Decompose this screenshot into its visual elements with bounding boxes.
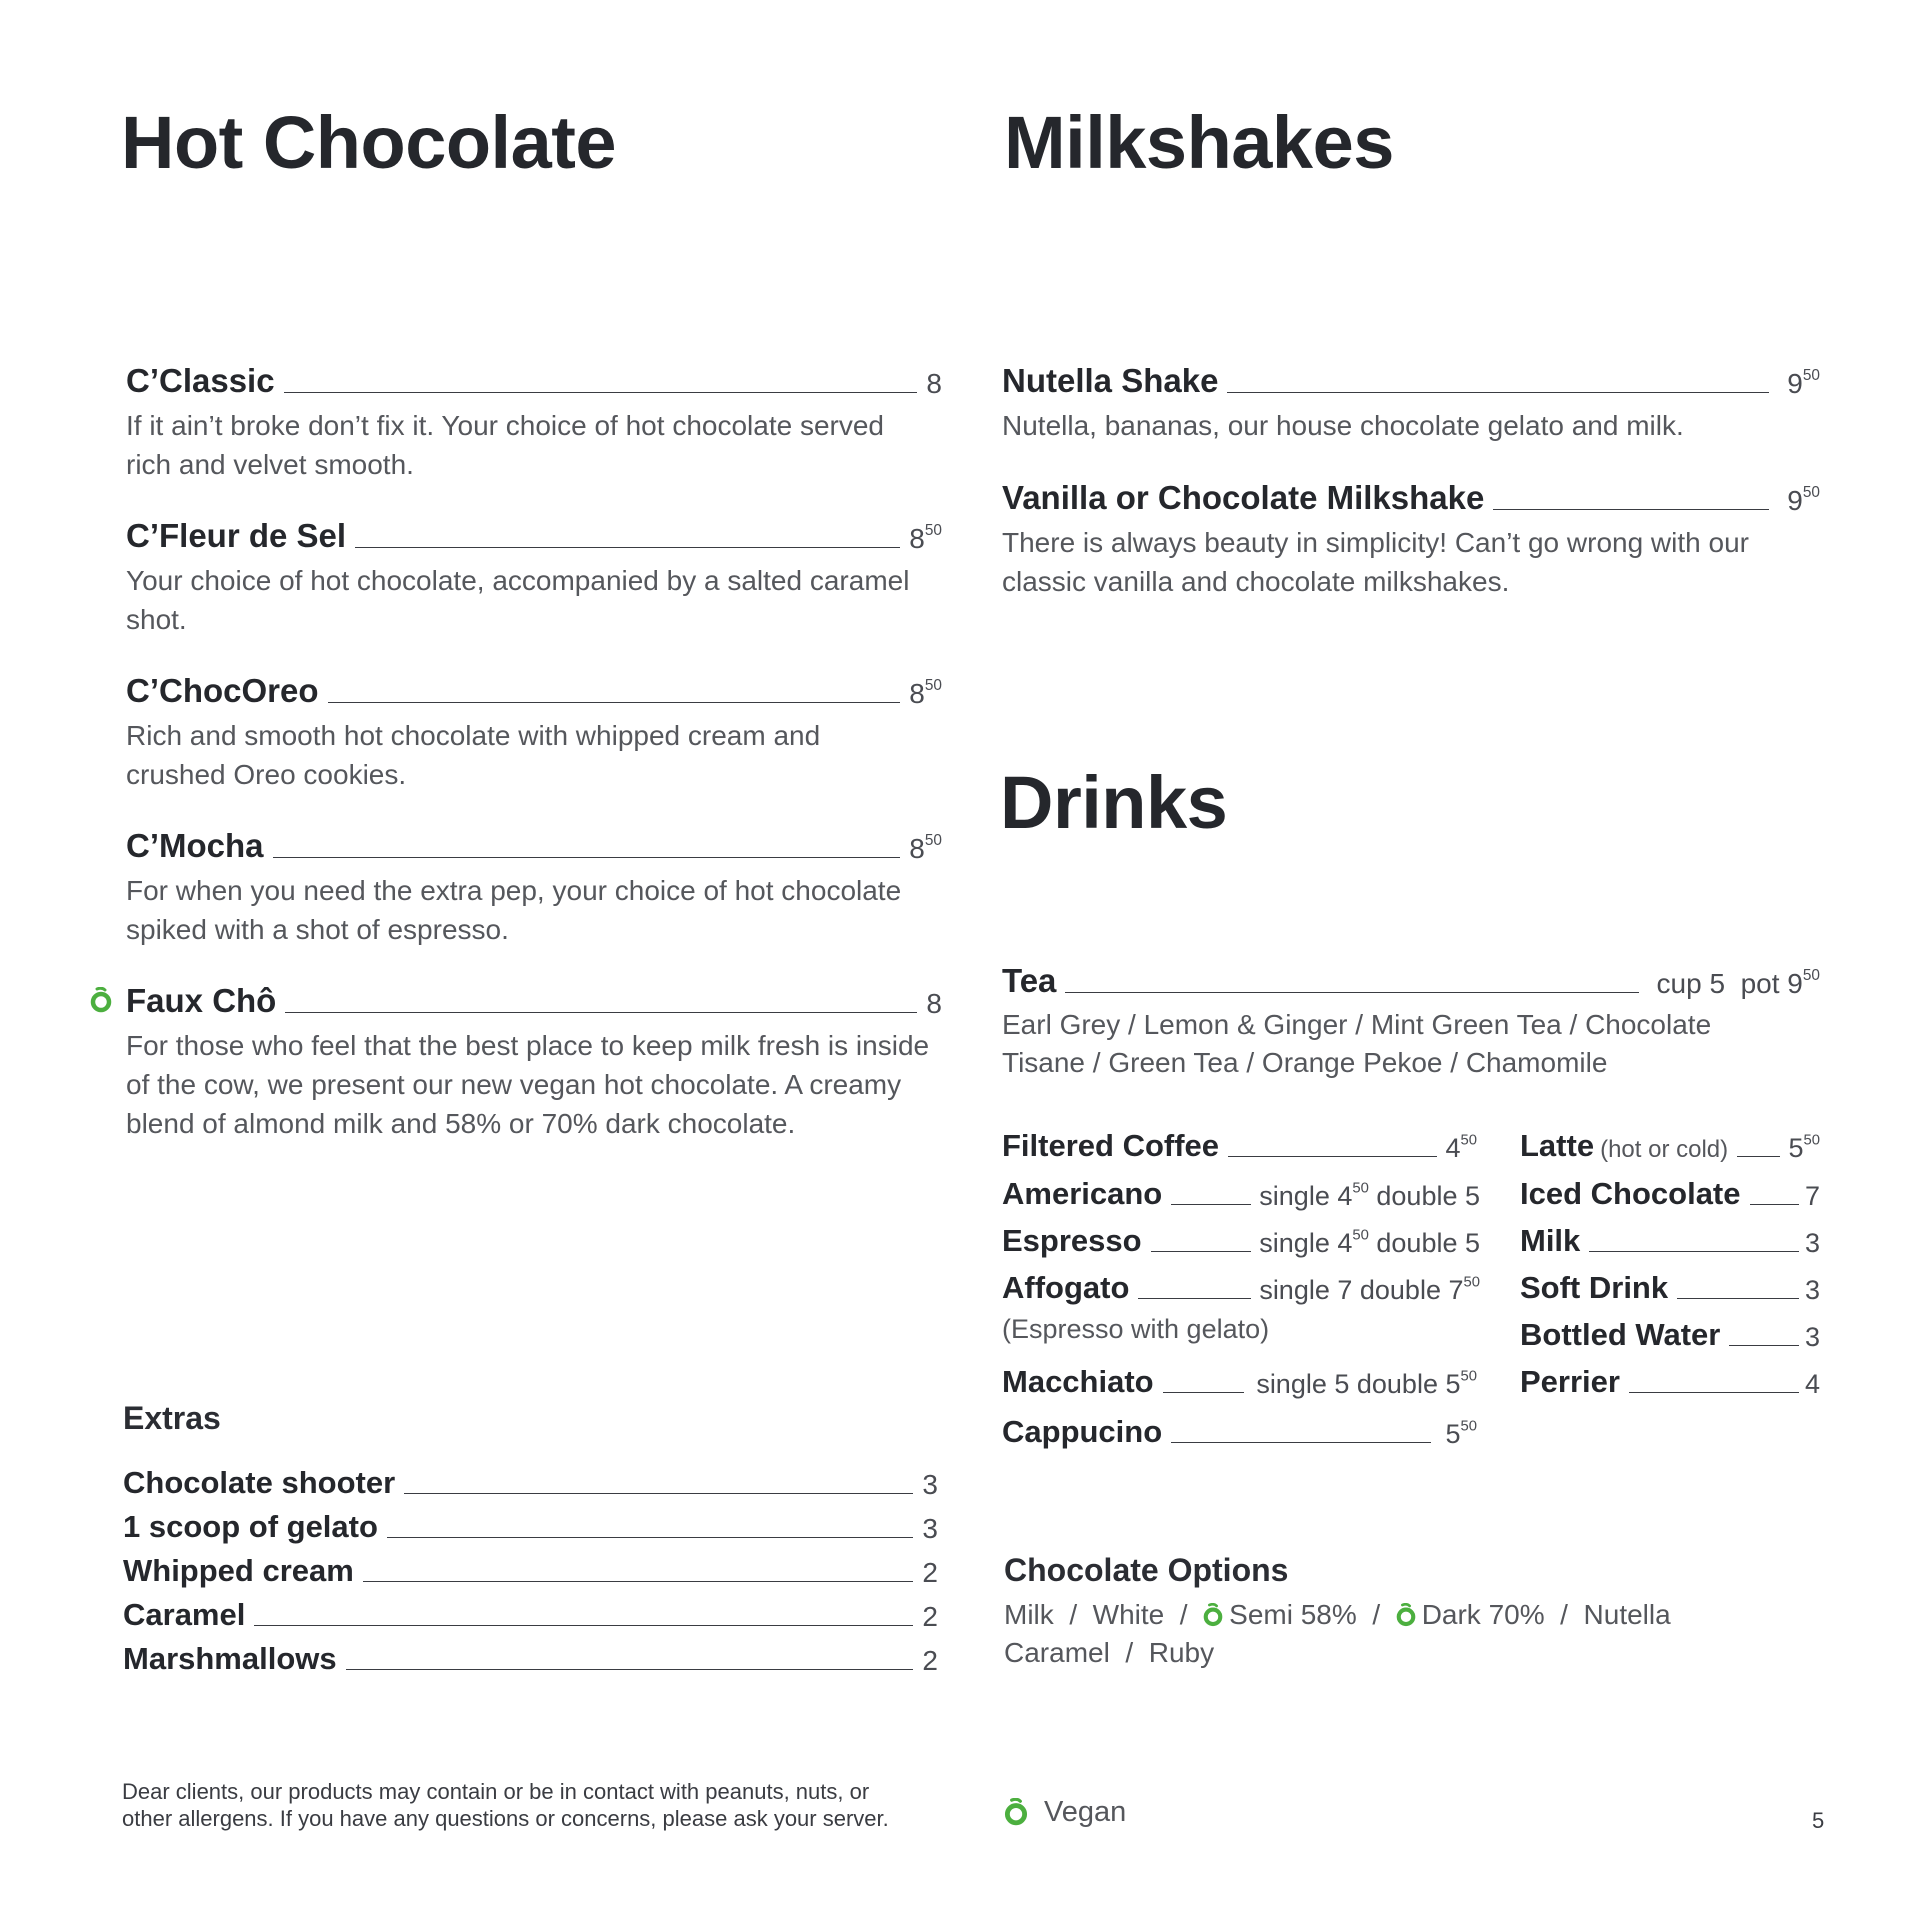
leader-line <box>346 1669 914 1670</box>
menu-item-cchocoreo <box>126 672 942 794</box>
drink-bottled-water <box>1520 1311 1820 1353</box>
menu-item-tea <box>1002 962 1820 1082</box>
item-description: Nutella, bananas, our house chocolate gelato and milk. <box>1002 410 1684 441</box>
drink-name: Espresso <box>1002 1223 1142 1258</box>
item-name: C’ChocOreo <box>126 672 319 709</box>
vegan-legend-label: Vegan <box>1044 1796 1127 1828</box>
item-name: C’Mocha <box>126 827 264 864</box>
drink-milk <box>1520 1217 1820 1259</box>
option-milk: Milk <box>1004 1599 1054 1630</box>
milkshakes-title: Milkshakes <box>1004 101 1394 184</box>
chocolate-options-title: Chocolate Options <box>1004 1552 1289 1588</box>
item-price: 8 <box>926 368 942 399</box>
drink-iced-chocolate <box>1520 1170 1820 1212</box>
leader-line <box>1227 392 1769 393</box>
leader-line <box>1065 992 1638 993</box>
leader-line <box>363 1581 914 1582</box>
drink-name: Affogato <box>1002 1270 1130 1305</box>
vegan-icon <box>1203 1599 1223 1637</box>
drink-name: Perrier <box>1520 1364 1620 1399</box>
drink-price: 3 <box>1804 1275 1820 1305</box>
chocolate-options-line-2: Caramel / Ruby <box>1004 1637 1215 1668</box>
leader-line <box>1493 509 1769 510</box>
item-name: C’Classic <box>126 362 275 399</box>
item-description: There is always beauty in simplicity! Can’t go wrong with our classic vanilla and chocolate milkshakes. <box>1002 527 1749 597</box>
menu-item-faux-cho <box>126 982 942 1143</box>
drink-price: single $4^{50}$ double 5 <box>1259 1180 1480 1211</box>
extra-name: Marshmallows <box>123 1641 337 1676</box>
drink-affogato <box>1002 1264 1480 1306</box>
drink-price: 3 <box>1804 1228 1820 1258</box>
item-price: cup 5 pot $9^{50}$ <box>1656 966 1820 999</box>
drink-perrier <box>1520 1358 1820 1400</box>
menu-item-cmocha <box>126 827 942 949</box>
menu-item-vanilla-chocolate-milkshake <box>1002 479 1820 601</box>
leader-line <box>1729 1345 1799 1346</box>
drink-price: 3 <box>1804 1322 1820 1352</box>
option-nutella: Nutella <box>1583 1599 1671 1630</box>
item-description: For when you need the extra pep, your choice of hot chocolate spiked with a shot of espresso. <box>126 875 902 945</box>
drink-price: single 5 double $5^{50}$ <box>1256 1368 1477 1399</box>
item-name: Vanilla or Chocolate Milkshake <box>1002 479 1485 516</box>
leader-line <box>1171 1442 1431 1443</box>
allergen-notice <box>122 1778 942 1832</box>
extra-price: 2 <box>922 1601 938 1632</box>
leader-line <box>1737 1156 1780 1157</box>
item-description: For those who feel that the best place to keep milk fresh is inside of the cow, we present our new vegan hot chocolate. A creamy blend of almond milk and 58% or 70% dark chocolate. <box>126 1030 930 1139</box>
extra-name: Chocolate shooter <box>123 1465 396 1500</box>
drink-name: Cappucino <box>1002 1414 1163 1449</box>
option-white: White <box>1092 1599 1165 1630</box>
extras-title: Extras <box>123 1400 221 1436</box>
vegan-icon <box>1396 1599 1416 1637</box>
drink-price: $4^{50}$ <box>1445 1132 1477 1163</box>
drink-price: 4 <box>1804 1369 1820 1399</box>
extras-list <box>123 1457 938 1677</box>
extra-price: 3 <box>922 1513 938 1544</box>
item-price: $9^{50}$ <box>1787 483 1820 516</box>
drink-name: Milk <box>1520 1223 1581 1258</box>
hot-chocolate-title: Hot Chocolate <box>121 101 617 184</box>
leader-line <box>1151 1251 1252 1252</box>
drink-note: (hot or cold) <box>1600 1136 1729 1163</box>
affogato-note: (Espresso with gelato) <box>1002 1314 1270 1344</box>
option-semi: Semi 58% <box>1229 1599 1357 1630</box>
extra-price: 2 <box>922 1557 938 1588</box>
drink-price: single $4^{50}$ double 5 <box>1259 1227 1480 1258</box>
drink-price: 7 <box>1804 1181 1820 1211</box>
leader-line <box>387 1537 914 1538</box>
leader-line <box>1163 1392 1245 1393</box>
leader-line <box>328 702 901 703</box>
drink-name: Americano <box>1002 1176 1163 1211</box>
item-name: Tea <box>1002 962 1057 999</box>
item-price: 8 <box>926 988 942 1019</box>
drink-name: Macchiato <box>1002 1364 1154 1399</box>
leader-line <box>273 857 901 858</box>
option-dark: Dark 70% <box>1421 1599 1545 1630</box>
item-description: If it ain’t broke don’t fix it. Your choice of hot chocolate served rich and velvet smooth. <box>126 410 884 480</box>
extra-item <box>123 1501 938 1545</box>
extra-item <box>123 1633 938 1677</box>
item-description: Rich and smooth hot chocolate with whipped cream and crushed Oreo cookies. <box>126 720 821 790</box>
menu-item-cfleur-de-sel <box>126 517 942 639</box>
extra-name: 1 scoop of gelato <box>123 1509 378 1544</box>
leader-line <box>1171 1204 1251 1205</box>
extra-item <box>123 1545 938 1589</box>
extra-name: Whipped cream <box>123 1553 354 1588</box>
item-name: C’Fleur de Sel <box>126 517 347 554</box>
drink-latte <box>1520 1122 1820 1164</box>
menu-item-nutella-shake <box>1002 362 1820 445</box>
drink-americano <box>1002 1170 1480 1212</box>
chocolate-options-line-1: Milk / White / Semi 58% / Dark 70% / Nutella <box>1004 1596 1671 1637</box>
leader-line <box>355 547 900 548</box>
allergen-line-1: Dear clients, our products may contain or be in contact with peanuts, nuts, or <box>122 1779 870 1804</box>
drink-name: Soft Drink <box>1520 1270 1669 1305</box>
drink-cappucino <box>1002 1408 1477 1450</box>
drink-name: Latte <box>1520 1128 1595 1163</box>
extra-price: 2 <box>922 1645 938 1676</box>
item-description: Your choice of hot chocolate, accompanied by a salted caramel shot. <box>126 565 910 635</box>
page-number: 5 <box>1812 1808 1825 1833</box>
leader-line <box>1228 1156 1437 1157</box>
option-caramel: Caramel <box>1004 1637 1110 1668</box>
drink-price: $5^{50}$ <box>1788 1132 1820 1163</box>
drink-price: $5^{50}$ <box>1445 1418 1477 1449</box>
item-price: $8^{50}$ <box>909 521 942 554</box>
leader-line <box>404 1493 913 1494</box>
drink-price: single 7 double $7^{50}$ <box>1259 1274 1480 1305</box>
leader-line <box>1750 1204 1799 1205</box>
drink-name: Iced Chocolate <box>1520 1176 1741 1211</box>
allergen-line-2: other allergens. If you have any questions or concerns, please ask your server. <box>122 1806 889 1831</box>
drink-filtered-coffee <box>1002 1122 1477 1164</box>
item-price: $8^{50}$ <box>909 831 942 864</box>
leader-line <box>254 1625 913 1626</box>
drinks-title: Drinks <box>1000 761 1228 844</box>
leader-line <box>1629 1392 1799 1393</box>
drink-name: Filtered Coffee <box>1002 1128 1220 1163</box>
leader-line <box>1589 1251 1799 1252</box>
drink-macchiato <box>1002 1358 1477 1400</box>
drink-soft-drink <box>1520 1264 1820 1306</box>
tea-varieties-line-2: Tisane / Green Tea / Orange Pekoe / Chamomile <box>1002 1047 1608 1078</box>
item-name: Faux Chô <box>126 982 277 1019</box>
drink-name: Bottled Water <box>1520 1317 1721 1352</box>
vegan-icon <box>90 987 112 1011</box>
extra-name: Caramel <box>123 1597 246 1632</box>
extra-item <box>123 1589 938 1633</box>
vegan-legend-icon <box>1004 1798 1028 1831</box>
item-price: $9^{50}$ <box>1787 366 1820 399</box>
drink-espresso <box>1002 1217 1480 1259</box>
option-ruby: Ruby <box>1148 1637 1215 1668</box>
leader-line <box>285 1012 917 1013</box>
item-price: $8^{50}$ <box>909 676 942 709</box>
tea-varieties-line-1: Earl Grey / Lemon & Ginger / Mint Green Tea / Chocolate <box>1002 1009 1712 1040</box>
leader-line <box>1138 1298 1251 1299</box>
leader-line <box>1677 1298 1799 1299</box>
extra-item <box>123 1457 938 1501</box>
item-name: Nutella Shake <box>1002 362 1219 399</box>
leader-line <box>284 392 918 393</box>
extra-price: 3 <box>922 1469 938 1500</box>
menu-item-cclassic <box>126 362 942 484</box>
